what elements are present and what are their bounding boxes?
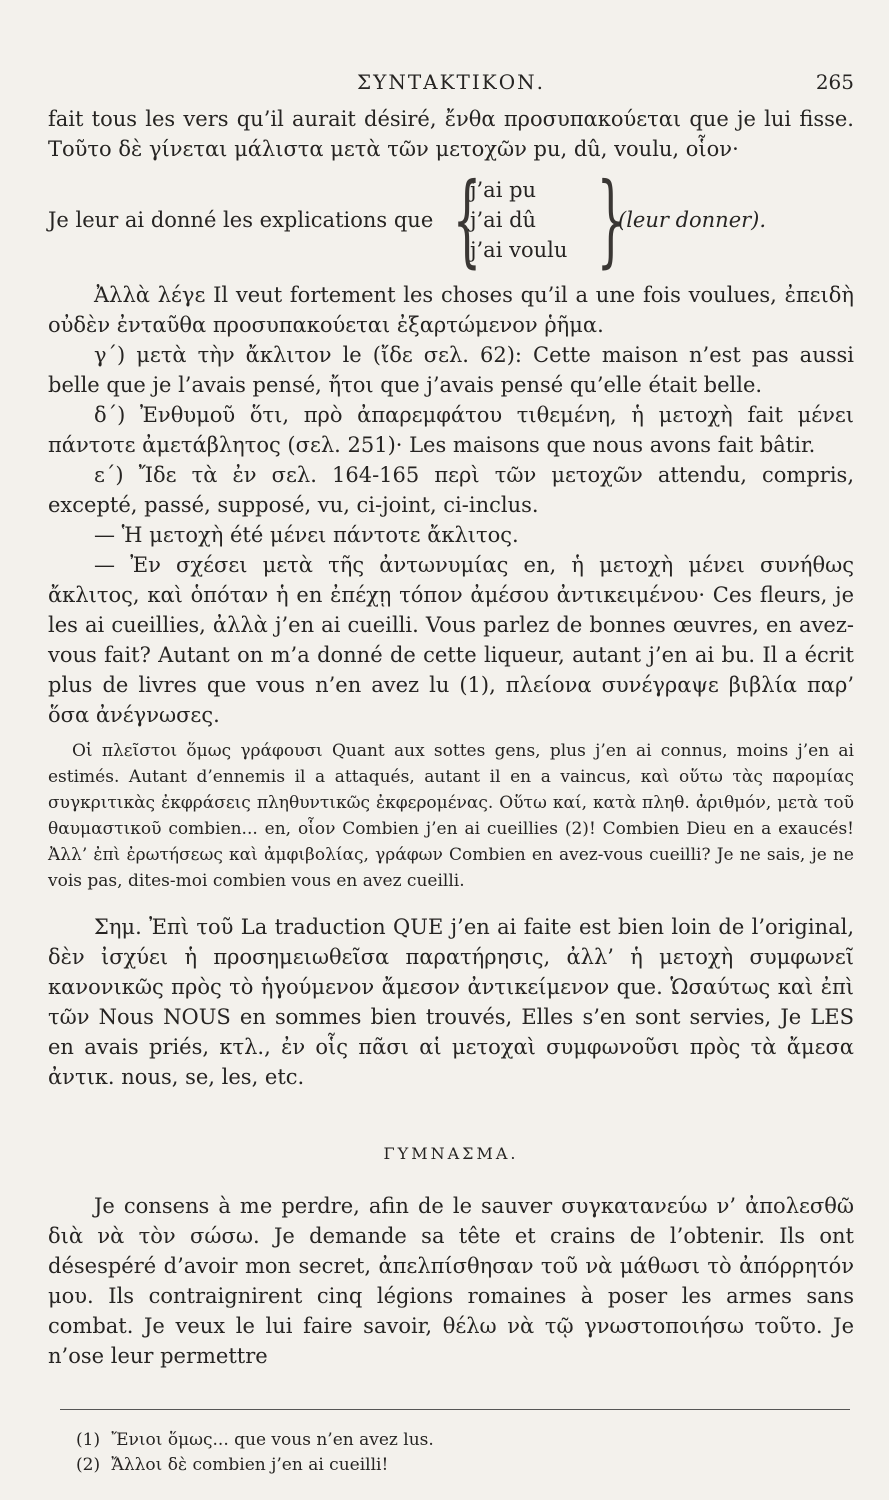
example-option: j’ai dû xyxy=(470,208,537,232)
paragraph-ete: — Ἡ μετοχὴ été μένει πάντοτε ἄκλιτος. xyxy=(94,523,519,547)
left-brace: { xyxy=(452,161,482,278)
example-lead: Je leur ai donné les explications que xyxy=(48,208,434,232)
example-options xyxy=(470,175,590,265)
paragraph-continuation: fait tous les vers qu’il aurait désiré, ἔνθα προσυπακούεται que je lui fisse. Τοῦτο δὲ γίνεται μάλιστα μετὰ τῶν μετοχῶν pu, dû, voulu, οἷον· xyxy=(48,107,854,161)
example-option: j’ai pu xyxy=(470,178,537,202)
paragraph-en: — Ἐν σχέσει μετὰ τῆς ἀντωνυμίας en, ἡ μετοχὴ μένει συνήθως ἄκλιτος, καὶ ὁπόταν ἡ en ἐπέχῃ τόπον ἀμέσου ἀντικειμένου· Ces fleurs, je les ai cueillies, ἀλλὰ j’en ai cueilli. Vous parlez de bonnes œuvres, en avez-vous fait? Autant on m’a donné de cette liqueur, autant j’en ai bu. Il a écrit plus de livres que vous n’en avez lu (1), πλείονα συνέγραψε βιβλία παρ’ ὅσα ἀνέγνωσες. xyxy=(48,553,854,727)
example-block xyxy=(48,161,854,278)
remark-paragraph: Σημ. Ἐπὶ τοῦ La traduction QUE j’en ai faite est bien loin de l’original, δὲν ἰσχύει ἡ προσημειωθεῖσα παρατήρησις, ἀλλ’ ἡ μετοχὴ συμφωνεῖ κανονικῶς πρὸς τὸ ἡγούμενον ἄμεσον ἀντικείμενον que. Ὡσαύτως καὶ ἐπὶ τῶν Nous NOUS en sommes bien trouvés, Elles s’en sont servies, Je LES en avais priés, κτλ., ἐν οἷς πᾶσι αἱ μετοχαὶ συμφωνοῦσι πρὸς τὰ ἄμεσα ἀντικ. nous, se, les, etc. xyxy=(48,915,854,1089)
footnote xyxy=(48,1428,854,1453)
footnote-mark: (2) xyxy=(76,1455,101,1475)
paragraph-delta: δ΄) Ἐνθυμοῦ ὅτι, πρὸ ἀπαρεμφάτου τιθεμένη, ἡ μετοχὴ fait μένει πάντοτε ἀμετάβλητος (σελ. 251)· Les maisons que nous avons fait bâtir. xyxy=(48,403,854,457)
exercise-title: ΓΥΜΝΑΣΜΑ. xyxy=(383,1144,519,1163)
paragraph-epsilon: ε΄) Ἴδε τὰ ἐν σελ. 164-165 περὶ τῶν μετοχῶν attendu, compris, excepté, passé, supposé, vu, ci-joint, ci-inclus. xyxy=(48,463,854,517)
footnote-divider xyxy=(60,1409,850,1410)
footnote-text: Ἄλλοι δὲ combien j’en ai cueilli! xyxy=(111,1455,389,1475)
exercise-text: Je consens à me perdre, afin de le sauver συγκατανεύω ν’ ἀπολεσθῶ διὰ νὰ τὸν σώσω. Je demande sa tête et crains de l’obtenir. Ils ont désespéré d’avoir mon secret, ἀπελπίσθησαν τοῦ νὰ μάθωσι τὸ ἀπόρρητόν μου. Ils contraignirent cinq légions romaines à poser les armes sans combat. Je veux le lui faire savoir, θέλω νὰ τῷ γνωστοποιήσω τοῦτο. Je n’ose leur permettre xyxy=(48,1194,854,1368)
footnote-text: Ἔνιοι ὅμως... que vous n’en avez lus. xyxy=(111,1430,434,1450)
running-title: ΣΥΝΤΑΚΤΙΚΟΝ. xyxy=(356,70,545,94)
paragraph-alla: Ἀλλὰ λέγε Il veut fortement les choses qu’il a une fois voulues, ἐπειδὴ οὐδὲν ἐνταῦθα προσυπακούεται ἐξαρτώμενον ῥῆμα. xyxy=(48,283,854,337)
footnote-mark: (1) xyxy=(76,1430,101,1450)
page-number: 265 xyxy=(815,70,854,94)
paragraph-gamma: γ΄) μετὰ τὴν ἄκλιτον le (ἴδε σελ. 62): Cette maison n’est pas aussi belle que je l’avais pensé, ἤτοι que j’avais pensé qu’elle était belle. xyxy=(48,343,854,397)
example-option: j’ai voulu xyxy=(470,238,568,262)
example-target: (leur donner). xyxy=(618,208,767,232)
footnote xyxy=(48,1453,854,1478)
small-print-note: Οἱ πλεῖστοι ὅμως γράφουσι Quant aux sottes gens, plus j’en ai connus, moins j’en ai estimés. Autant d’ennemis il a attaqués, autant il en a vaincus, καὶ οὕτω τὰς παρομίας συγκριτικὰς ἐκφράσεις πληθυντικῶς ἐκφερομένας. Οὕτω καί, κατὰ πληθ. ἀριθμόν, μετὰ τοῦ θαυμαστικοῦ combien... en, οἷον Combien j’en ai cueillies (2)! Combien Dieu en a exaucés! Ἀλλ’ ἐπὶ ἐρωτήσεως καὶ ἀμφιβολίας, γράφων Combien en avez-vous cueilli? Je ne sais, je ne vois pas, dites-moi combien vous en avez cueilli. xyxy=(48,741,854,891)
book-page xyxy=(48,70,854,1478)
page-header xyxy=(48,70,854,104)
right-brace: } xyxy=(596,161,626,278)
